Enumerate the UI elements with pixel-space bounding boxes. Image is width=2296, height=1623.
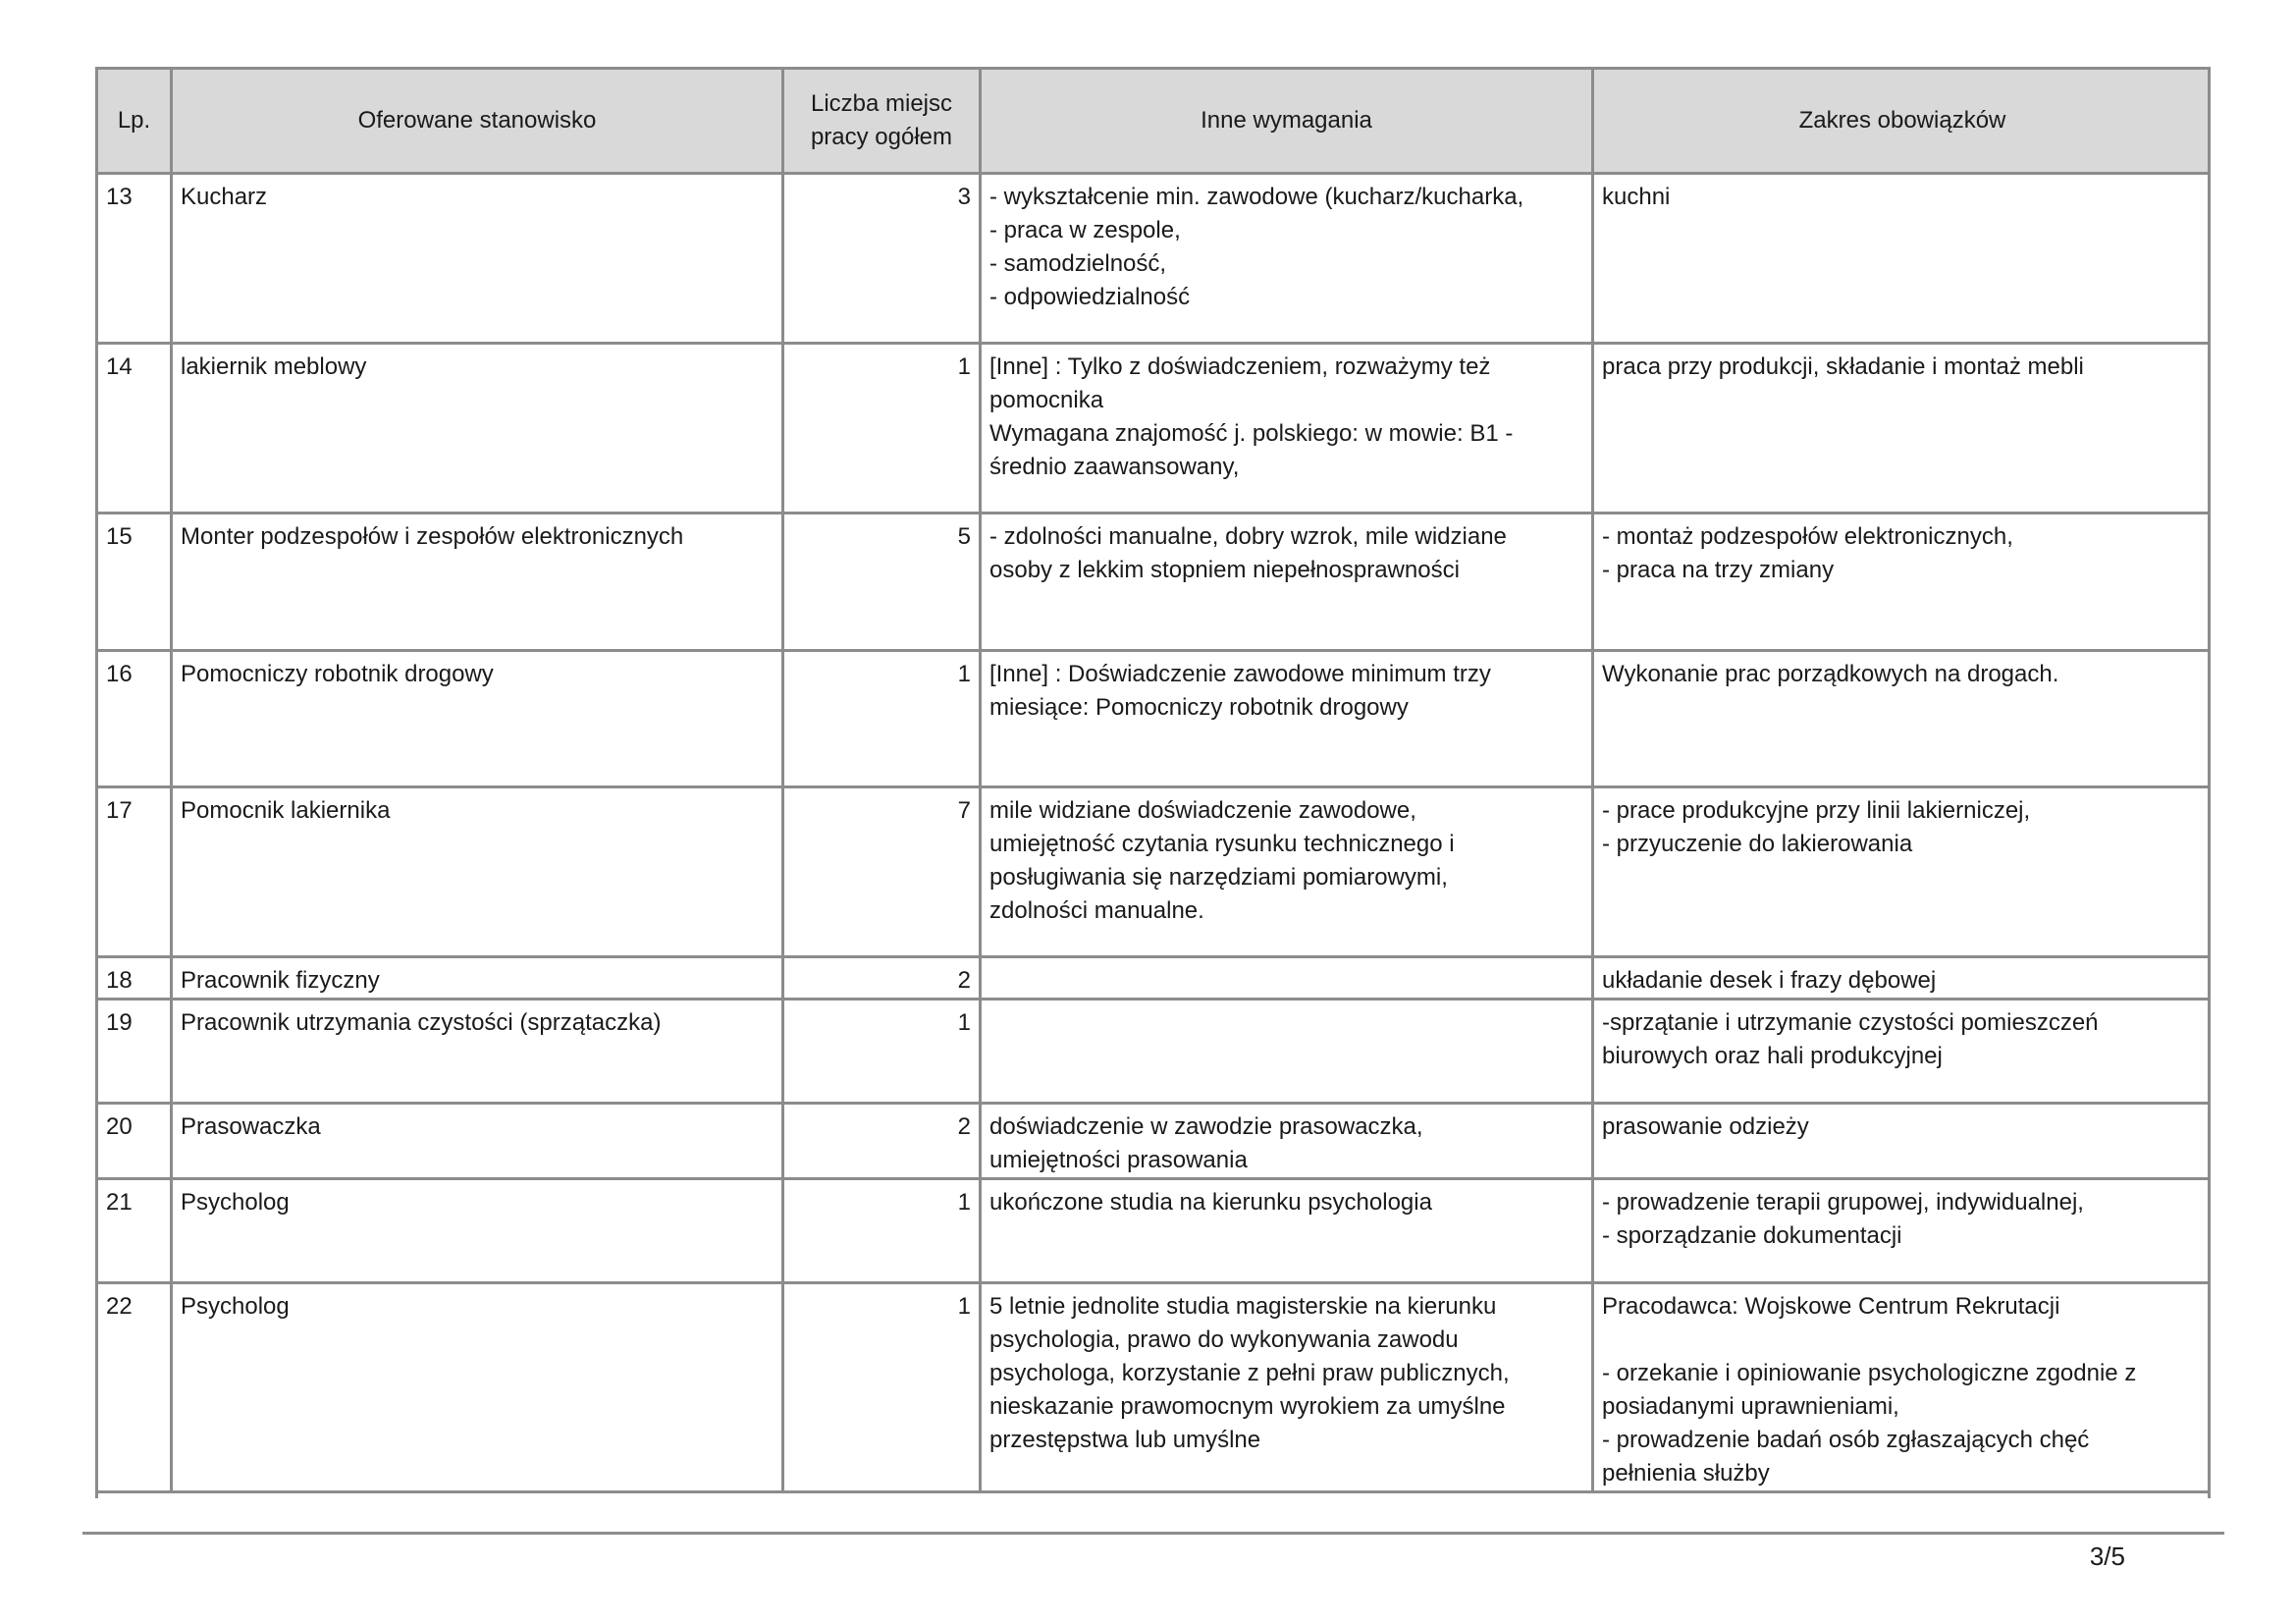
table-row [97, 1104, 2212, 1179]
page-number: 3/5 [2089, 1542, 2125, 1571]
cell-count: 1 [783, 651, 981, 787]
cell-lp: 20 [97, 1104, 172, 1179]
cell-requirements [981, 1000, 1593, 1104]
cell-position: Pomocnik lakiernika [172, 787, 783, 957]
cell-requirements: [Inne] : Tylko z doświadczeniem, rozważymy też pomocnika Wymagana znajomość j. polskiego: w mowie: B1 - średnio zaawansowany, [981, 344, 1593, 514]
table-row [97, 787, 2212, 957]
table-row [97, 514, 2212, 651]
cell-position: Psycholog [172, 1179, 783, 1283]
cell-lp: 16 [97, 651, 172, 787]
cell-duties: prasowanie odzieży [1593, 1104, 2212, 1179]
cell-lp: 17 [97, 787, 172, 957]
cell-lp: 22 [97, 1283, 172, 1492]
cell-duties: kuchni [1593, 174, 2212, 344]
header-position: Oferowane stanowisko [172, 69, 783, 174]
cell-requirements: ukończone studia na kierunku psychologia [981, 1179, 1593, 1283]
table-row [97, 344, 2212, 514]
header-duties: Zakres obowiązków [1593, 69, 2212, 174]
cell-count: 1 [783, 1000, 981, 1104]
cell-count: 3 [783, 174, 981, 344]
cell-lp: 19 [97, 1000, 172, 1104]
table-body [97, 174, 2212, 1492]
cell-lp: 18 [97, 957, 172, 1000]
cell-position: Monter podzespołów i zespołów elektronicznych [172, 514, 783, 651]
table-row [97, 1283, 2212, 1492]
cell-lp: 15 [97, 514, 172, 651]
table-row [97, 174, 2212, 344]
cell-lp: 13 [97, 174, 172, 344]
header-count: Liczba miejsc pracy ogółem [783, 69, 981, 174]
cell-count: 2 [783, 1104, 981, 1179]
cell-lp: 21 [97, 1179, 172, 1283]
table-row [97, 651, 2212, 787]
cell-position: Psycholog [172, 1283, 783, 1492]
cell-requirements [981, 957, 1593, 1000]
cell-position: lakiernik meblowy [172, 344, 783, 514]
header-lp: Lp. [97, 69, 172, 174]
cell-position: Pracownik fizyczny [172, 957, 783, 1000]
cell-requirements: - zdolności manualne, dobry wzrok, mile widziane osoby z lekkim stopniem niepełnosprawności [981, 514, 1593, 651]
cell-duties: praca przy produkcji, składanie i montaż mebli [1593, 344, 2212, 514]
job-offers-table-frame [95, 67, 2211, 1498]
cell-duties: - prowadzenie terapii grupowej, indywidualnej, - sporządzanie dokumentacji [1593, 1179, 2212, 1283]
cell-requirements: doświadczenie w zawodzie prasowaczka, umiejętności prasowania [981, 1104, 1593, 1179]
cell-position: Pracownik utrzymania czystości (sprzątaczka) [172, 1000, 783, 1104]
cell-duties: układanie desek i frazy dębowej [1593, 957, 2212, 1000]
cell-count: 1 [783, 1283, 981, 1492]
header-requirements: Inne wymagania [981, 69, 1593, 174]
cell-duties: Wykonanie prac porządkowych na drogach. [1593, 651, 2212, 787]
cell-lp: 14 [97, 344, 172, 514]
cell-duties: - prace produkcyjne przy linii lakierniczej, - przyuczenie do lakierowania [1593, 787, 2212, 957]
table-header [97, 69, 2212, 174]
footer-divider [82, 1532, 2224, 1535]
table-row [97, 1000, 2212, 1104]
cell-duties: -sprzątanie i utrzymanie czystości pomieszczeń biurowych oraz hali produkcyjnej [1593, 1000, 2212, 1104]
cell-position: Kucharz [172, 174, 783, 344]
cell-duties: - montaż podzespołów elektronicznych, - praca na trzy zmiany [1593, 514, 2212, 651]
cell-count: 5 [783, 514, 981, 651]
table-row [97, 1179, 2212, 1283]
cell-position: Pomocniczy robotnik drogowy [172, 651, 783, 787]
header-row [97, 69, 2212, 174]
table-row [97, 957, 2212, 1000]
cell-requirements: mile widziane doświadczenie zawodowe, umiejętność czytania rysunku technicznego i posługiwania się narzędziami pomiarowymi, zdolności manualne. [981, 787, 1593, 957]
cell-position: Prasowaczka [172, 1104, 783, 1179]
cell-count: 1 [783, 344, 981, 514]
cell-requirements: [Inne] : Doświadczenie zawodowe minimum trzy miesiące: Pomocniczy robotnik drogowy [981, 651, 1593, 787]
cell-requirements: - wykształcenie min. zawodowe (kucharz/kucharka, - praca w zespole, - samodzielność, - odpowiedzialność [981, 174, 1593, 344]
cell-requirements: 5 letnie jednolite studia magisterskie na kierunku psychologia, prawo do wykonywania zawodu psychologa, korzystanie z pełni praw publicznych, nieskazanie prawomocnym wyrokiem za umyślne przestępstwa lub umyślne [981, 1283, 1593, 1492]
cell-count: 7 [783, 787, 981, 957]
cell-count: 1 [783, 1179, 981, 1283]
job-offers-table [95, 67, 2211, 1493]
cell-duties: Pracodawca: Wojskowe Centrum Rekrutacji - orzekanie i opiniowanie psychologiczne zgodnie z posiadanymi uprawnieniami, - prowadzenie badań osób zgłaszających chęć pełnienia służby [1593, 1283, 2212, 1492]
cell-count: 2 [783, 957, 981, 1000]
